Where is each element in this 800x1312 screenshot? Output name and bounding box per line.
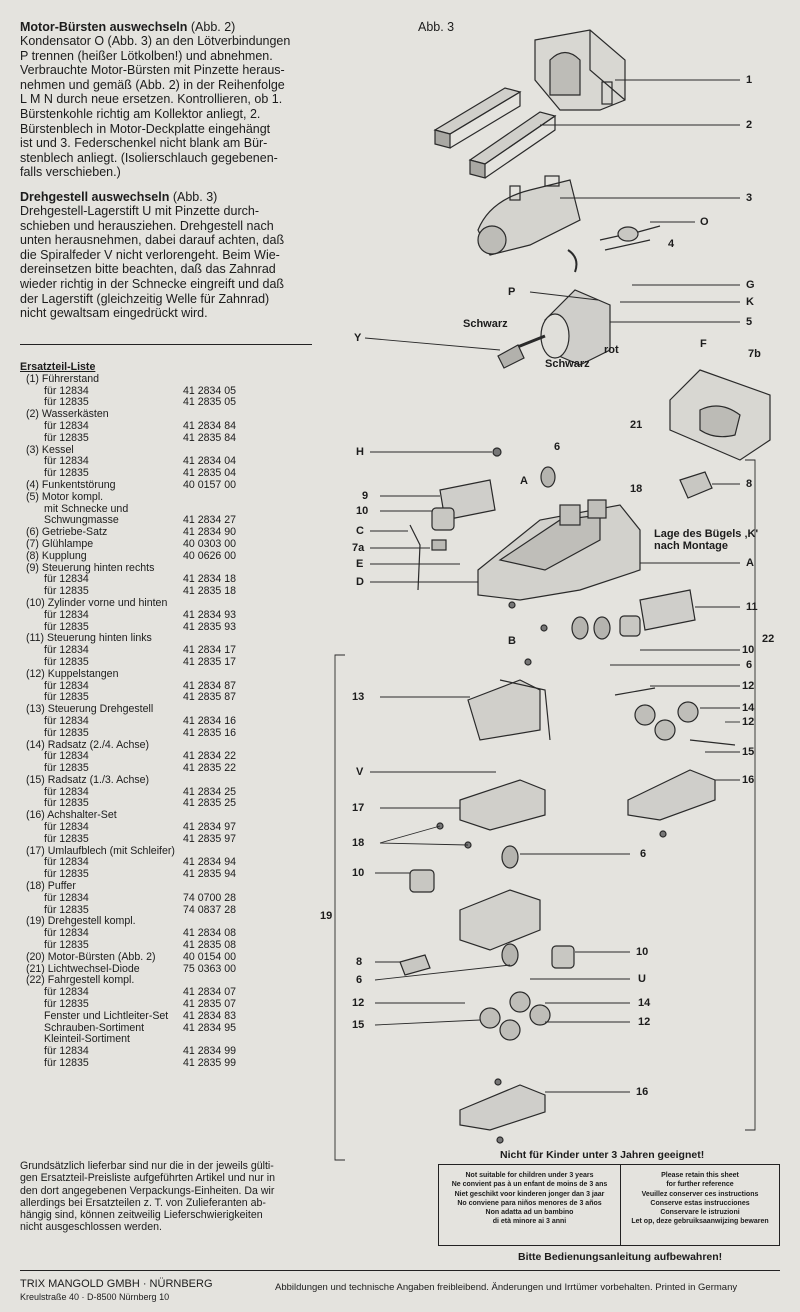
callout-3: 3 bbox=[746, 192, 753, 204]
parts-num: 41 2835 04 bbox=[183, 467, 237, 480]
parts-sub: für 12834 bbox=[44, 608, 89, 621]
parts-label: (18) Puffer bbox=[26, 880, 76, 893]
parts-num: 41 2834 83 bbox=[183, 1009, 237, 1022]
parts-sub: für 12835 bbox=[44, 620, 89, 633]
parts-label: (6) Getriebe-Satz bbox=[26, 526, 108, 539]
parts-num: 41 2835 25 bbox=[183, 797, 237, 810]
capacitor-part bbox=[600, 226, 660, 250]
valve-gear-left-part bbox=[620, 590, 695, 636]
coupling-part bbox=[680, 472, 712, 498]
parts-sub: für 12835 bbox=[44, 868, 89, 881]
callout-6-b: 6 bbox=[746, 659, 753, 671]
callout-12-c: 12 bbox=[352, 997, 365, 1009]
parts-sub: für 12834 bbox=[44, 821, 89, 834]
label-schwarz-2: Schwarz bbox=[545, 358, 590, 370]
parts-sub: für 12835 bbox=[44, 1057, 89, 1070]
parts-label: (4) Funkentstörung bbox=[26, 478, 116, 491]
light-unit-part bbox=[670, 370, 770, 460]
section-title: Drehgestell auswechseln (Abb. 3) bbox=[20, 190, 218, 204]
parts-sub: für 12834 bbox=[44, 384, 89, 397]
parts-label: (22) Fahrgestell kompl. bbox=[26, 974, 135, 987]
callout-D: D bbox=[356, 576, 364, 588]
note-bugel: Lage des Bügels ‚K' nach Montage bbox=[654, 528, 759, 552]
parts-num: 41 2834 17 bbox=[183, 644, 237, 657]
parts-num: 41 2835 18 bbox=[183, 585, 237, 598]
callout-10-b: 10 bbox=[742, 644, 755, 656]
parts-sub: für 12835 bbox=[44, 467, 89, 480]
parts-num: 74 0837 28 bbox=[183, 903, 237, 916]
running-board-part bbox=[460, 780, 545, 830]
parts-num: 41 2834 95 bbox=[183, 1021, 237, 1034]
parts-num: 41 2834 99 bbox=[183, 1045, 237, 1058]
parts-sub: für 12834 bbox=[44, 714, 89, 727]
availability-note: Grundsätzlich lieferbar sind nur die in der jeweils gülti- gen Ersatzteil-Preisliste aufgeführten Artikel und nur in den dort angegebenen Verpackungs-Einheiten. Da wir allerdings bei Ersatzteilen z. T. von Zulieferanten ab- hängig sind, können zeitweilig Lieferschwierigkeiten nicht ausgeschlossen werden. bbox=[20, 1160, 275, 1234]
parts-num: 41 2835 05 bbox=[183, 396, 237, 409]
callout-10-d: 10 bbox=[636, 946, 649, 958]
parts-num: 40 0626 00 bbox=[183, 549, 237, 562]
disclaimer: Abbildungen und technische Angaben freibleibend. Änderungen und Irrtümer vorbehalten. Printed in Germany bbox=[275, 1282, 738, 1293]
parts-label: (15) Radsatz (1./3. Achse) bbox=[26, 773, 150, 786]
callout-B: B bbox=[508, 635, 516, 647]
company-name: TRIX MANGOLD GMBH · NÜRNBERG bbox=[20, 1278, 213, 1290]
parts-sub: für 12835 bbox=[44, 431, 89, 444]
callout-16-b: 16 bbox=[636, 1086, 649, 1098]
parts-num: 41 2835 94 bbox=[183, 868, 237, 881]
parts-num: 41 2834 16 bbox=[183, 714, 237, 727]
parts-sub: mit Schnecke und bbox=[44, 502, 129, 515]
parts-label: (5) Motor kompl. bbox=[26, 490, 104, 503]
parts-sub: für 12834 bbox=[44, 750, 89, 763]
parts-sub: für 12834 bbox=[44, 986, 89, 999]
parts-num: 41 2835 07 bbox=[183, 998, 237, 1011]
callout-14-b: 14 bbox=[638, 997, 651, 1009]
parts-label: (20) Motor-Bürsten (Abb. 2) bbox=[26, 950, 156, 963]
callout-F: F bbox=[700, 338, 707, 350]
callout-7b: 7b bbox=[748, 348, 761, 360]
parts-label: (9) Steuerung hinten rechts bbox=[26, 561, 155, 574]
water-tanks-part bbox=[435, 88, 555, 178]
parts-num: 41 2834 18 bbox=[183, 573, 237, 586]
section-body: Kondensator O (Abb. 3) an den Lötverbindungen P trennen (heißer Lötkolben!) und abnehmen. Verbrauchte Motor-Bürsten mit Pinzette heraus- nehmen und gemäß (Abb. 2) in der Reihenfolge L M N durch neue ersetzen. Kontrollieren, ob 1. Bürstenkohle richtig am Kollektor anliegt, 2. Bürstenblech in Motor-Deckplatte eingehängt ist und 3. Federschenkel nicht blank am Bür- stenblech anliegt. (Isolierschlauch gegebenen- falls verschieben.) bbox=[20, 34, 291, 180]
callout-18-top: 18 bbox=[630, 483, 643, 495]
parts-num: 41 2835 08 bbox=[183, 939, 237, 952]
parts-list-title: Ersatzteil-Liste bbox=[20, 361, 96, 373]
parts-sub: für 12834 bbox=[44, 927, 89, 940]
parts-sub: für 12834 bbox=[44, 573, 89, 586]
callout-A-top: A bbox=[520, 475, 528, 487]
callout-U: U bbox=[638, 973, 646, 985]
parts-label: (1) Führerstand bbox=[26, 372, 100, 385]
parts-sub: für 12835 bbox=[44, 396, 89, 409]
retain-instructions: Please retain this sheet for further reference Veuillez conserver ces instructions Conserve estas instrucciones Conservare le istruzioni Let op, deze gebruiksaanwijzing bewaren bbox=[631, 1172, 769, 1226]
parts-num: 41 2834 97 bbox=[183, 821, 237, 834]
section-title: Motor-Bürsten auswechseln (Abb. 2) bbox=[20, 20, 236, 34]
parts-label: (16) Achshalter-Set bbox=[26, 809, 117, 822]
parts-num: 40 0154 00 bbox=[183, 950, 237, 963]
parts-sub: für 12835 bbox=[44, 939, 89, 952]
parts-sub: für 12835 bbox=[44, 998, 89, 1011]
parts-num: 41 2835 84 bbox=[183, 431, 237, 444]
parts-num: 41 2834 87 bbox=[183, 679, 237, 692]
axle-holder-bottom-part bbox=[460, 1085, 545, 1130]
parts-num: 41 2835 16 bbox=[183, 726, 237, 739]
parts-num: 41 2834 84 bbox=[183, 419, 237, 432]
parts-sub: Schwungmasse bbox=[44, 514, 119, 527]
callout-6-d: 6 bbox=[356, 974, 363, 986]
callout-12-d: 12 bbox=[638, 1016, 651, 1028]
callout-H: H bbox=[356, 446, 364, 458]
callout-8-top: 8 bbox=[746, 478, 753, 490]
callout-1: 1 bbox=[746, 74, 753, 86]
callout-15-a: 15 bbox=[742, 746, 755, 758]
parts-sub: für 12835 bbox=[44, 691, 89, 704]
callout-7a: 7a bbox=[352, 542, 365, 554]
parts-label: (11) Steuerung hinten links bbox=[26, 632, 152, 645]
parts-label: (3) Kessel bbox=[26, 443, 74, 456]
parts-label: (17) Umlaufblech (mit Schleifer) bbox=[26, 844, 175, 857]
parts-num: 41 2835 99 bbox=[183, 1057, 237, 1070]
parts-sub: für 12835 bbox=[44, 903, 89, 916]
company-address: Kreulstraße 40 · D-8500 Nürnberg 10 bbox=[20, 1292, 170, 1302]
callout-C: C bbox=[356, 525, 364, 537]
parts-label: (8) Kupplung bbox=[26, 549, 87, 562]
parts-sub: für 12834 bbox=[44, 455, 89, 468]
parts-num: 41 2835 22 bbox=[183, 762, 237, 775]
parts-num: 40 0157 00 bbox=[183, 478, 237, 491]
callout-4: 4 bbox=[668, 238, 675, 250]
callout-5: 5 bbox=[746, 316, 753, 328]
parts-num: 41 2834 25 bbox=[183, 785, 237, 798]
callout-21: 21 bbox=[630, 419, 643, 431]
parts-label: (7) Glühlampe bbox=[26, 537, 94, 550]
callout-V: V bbox=[356, 766, 364, 778]
parts-num: 75 0363 00 bbox=[183, 962, 237, 975]
boiler-part bbox=[478, 176, 580, 272]
axle-holder-part bbox=[628, 770, 715, 820]
keep-manual-note: Bitte Bedienungsanleitung aufbewahren! bbox=[518, 1251, 723, 1263]
parts-sub: für 12835 bbox=[44, 726, 89, 739]
parts-num: 41 2834 05 bbox=[183, 384, 237, 397]
parts-sub: für 12834 bbox=[44, 785, 89, 798]
bogie-assembly-part bbox=[400, 870, 574, 975]
label-schwarz-1: Schwarz bbox=[463, 318, 508, 330]
parts-num: 41 2834 93 bbox=[183, 608, 237, 621]
parts-sub: für 12835 bbox=[44, 797, 89, 810]
figure-label: Abb. 3 bbox=[418, 20, 455, 34]
parts-sub: für 12834 bbox=[44, 644, 89, 657]
parts-label: (2) Wasserkästen bbox=[26, 408, 109, 421]
parts-num: 41 2834 22 bbox=[183, 750, 237, 763]
callout-10-c: 10 bbox=[352, 867, 365, 879]
callout-10-a: 10 bbox=[356, 505, 369, 517]
parts-num: 41 2834 94 bbox=[183, 856, 237, 869]
parts-sub: für 12834 bbox=[44, 856, 89, 869]
parts-num: 40 0303 00 bbox=[183, 537, 237, 550]
parts-sub: für 12835 bbox=[44, 762, 89, 775]
parts-sub: für 12834 bbox=[44, 1045, 89, 1058]
callout-2: 2 bbox=[746, 119, 753, 131]
callout-13: 13 bbox=[352, 691, 365, 703]
callout-6-c: 6 bbox=[640, 848, 647, 860]
callout-16-a: 16 bbox=[742, 774, 755, 786]
callout-K: K bbox=[746, 296, 754, 308]
parts-label: (14) Radsatz (2./4. Achse) bbox=[26, 738, 150, 751]
parts-label: (19) Drehgestell kompl. bbox=[26, 915, 136, 928]
callout-14-a: 14 bbox=[742, 702, 755, 714]
callout-22: 22 bbox=[762, 633, 775, 645]
callout-19: 19 bbox=[320, 910, 333, 922]
parts-num: 41 2835 97 bbox=[183, 832, 237, 845]
callout-6-top: 6 bbox=[554, 441, 561, 453]
parts-num: 41 2835 93 bbox=[183, 620, 237, 633]
callout-8-b: 8 bbox=[356, 956, 363, 968]
callout-Y: Y bbox=[354, 332, 362, 344]
wheelset-right-part bbox=[615, 688, 735, 745]
age-warning-title: Nicht für Kinder unter 3 Jahren geeignet! bbox=[500, 1149, 705, 1161]
callout-G: G bbox=[746, 279, 755, 291]
motor-part bbox=[498, 290, 610, 368]
parts-num: 41 2835 17 bbox=[183, 655, 237, 668]
warning-languages: Not suitable for children under 3 years Ne convient pas à un enfant de moins de 3 ans Niet geschikt voor kinderen jonger dan 3 jaar No conviene para niños menores de 3 años Non adatta ad un bambino di età minore ai 3 anni bbox=[451, 1172, 608, 1226]
callout-9: 9 bbox=[362, 490, 369, 502]
parts-sub: für 12834 bbox=[44, 891, 89, 904]
callout-E: E bbox=[356, 558, 364, 570]
parts-num: 41 2834 27 bbox=[183, 514, 237, 527]
parts-num: 41 2835 87 bbox=[183, 691, 237, 704]
parts-sub: Schrauben-Sortiment bbox=[44, 1021, 145, 1034]
parts-label: (21) Lichtwechsel-Diode bbox=[26, 962, 140, 975]
parts-sub: Kleinteil-Sortiment bbox=[44, 1033, 130, 1046]
wheelset-bottom-part bbox=[480, 992, 550, 1040]
parts-sub: für 12835 bbox=[44, 585, 89, 598]
callout-18-b: 18 bbox=[352, 837, 365, 849]
parts-label: (13) Steuerung Drehgestell bbox=[26, 703, 154, 716]
parts-num: 41 2834 90 bbox=[183, 526, 237, 539]
parts-num: 41 2834 04 bbox=[183, 455, 237, 468]
warning-box bbox=[438, 1164, 780, 1246]
callout-12-b: 12 bbox=[742, 716, 755, 728]
parts-num: 74 0700 28 bbox=[183, 891, 237, 904]
label-rot: rot bbox=[604, 344, 619, 356]
callout-17: 17 bbox=[352, 802, 365, 814]
callout-O: O bbox=[700, 216, 709, 228]
parts-sub: Fenster und Lichtleiter-Set bbox=[44, 1009, 169, 1022]
parts-sub: für 12835 bbox=[44, 655, 89, 668]
parts-num: 41 2834 08 bbox=[183, 927, 237, 940]
parts-num: 41 2834 07 bbox=[183, 986, 237, 999]
footer-divider bbox=[20, 1270, 780, 1271]
parts-sub: für 12834 bbox=[44, 679, 89, 692]
parts-sub: für 12835 bbox=[44, 832, 89, 845]
cab-part bbox=[535, 30, 625, 110]
chassis-part bbox=[478, 500, 640, 600]
bogie-valve-gear-part bbox=[468, 680, 550, 740]
parts-label: (12) Kuppelstangen bbox=[26, 667, 119, 680]
callout-12-a: 12 bbox=[742, 680, 755, 692]
section-body: Drehgestell-Lagerstift U mit Pinzette durch- schieben und herausziehen. Drehgestell nach unten herausnehmen, dabei darauf achten, daß die Spiralfeder V nicht verlorengeht. Beim Wie- dereinsetzen bitte beachten, daß das Zahnrad wieder richtig in der Schnecke eingreift und daß der Lagerstift (gleichzeitig Welle für Zahnrad) nicht gewaltsam eingedrückt wird. bbox=[20, 204, 285, 321]
callout-11: 11 bbox=[746, 601, 758, 613]
callout-A-right: A bbox=[746, 557, 754, 569]
parts-label: (10) Zylinder vorne und hinten bbox=[26, 596, 168, 609]
parts-sub: für 12834 bbox=[44, 419, 89, 432]
callout-15-b: 15 bbox=[352, 1019, 365, 1031]
callout-P: P bbox=[508, 286, 516, 298]
